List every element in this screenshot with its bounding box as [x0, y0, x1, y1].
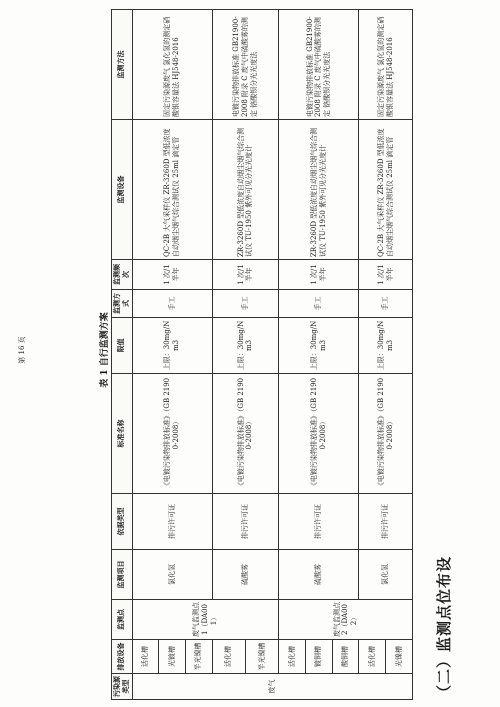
facility-cell: 光镀槽 — [159, 640, 186, 674]
header-limit: 限值 — [112, 318, 133, 374]
facility-cell: 活化槽 — [279, 640, 306, 674]
table-caption: 表 1 自行监测方案 — [100, 312, 110, 388]
monitoring-point-cell: 废气监测点 1（DA001） — [132, 600, 279, 640]
standard-name-cell: 《电镀污染物排放标准》（GB 21900-2008） — [359, 374, 413, 494]
monitoring-equipment-cell: ZR-3260D 型低浓度自动烟尘烟气综合测试仪 TU-1950 紫外可见分光光度计 — [279, 120, 359, 260]
basis-type-cell: 排污许可证 — [279, 494, 359, 550]
monitoring-mode-cell: 手工 — [132, 290, 212, 318]
monitoring-item-cell: 氯化氢 — [359, 550, 413, 600]
standard-name-cell: 《电镀污染物排放标准》（GB 21900-2008） — [132, 374, 212, 494]
limit-cell: 上限：30mg/Nm3 — [359, 318, 413, 374]
facility-cell: 半光镍槽 — [185, 640, 212, 674]
monitoring-item-cell: 硫酸雾 — [212, 550, 279, 600]
table-header-row — [112, 10, 133, 700]
monitoring-mode-cell: 手工 — [279, 290, 359, 318]
monitoring-point-cell: 废气监测点 2（DA002） — [279, 600, 413, 640]
page-number: 第 16 页 — [18, 336, 26, 364]
monitoring-frequency-cell: 1 次/1 半年 — [212, 260, 279, 290]
facility-cell: 活化槽 — [212, 640, 245, 674]
monitoring-item-cell: 氯化氢 — [132, 550, 212, 600]
header-monitoring-item: 监测项目 — [112, 550, 133, 600]
header-monitoring-frequency: 监测频次 — [112, 260, 133, 290]
monitoring-mode-cell: 手工 — [359, 290, 413, 318]
monitoring-equipment-cell: ZR-3260D 型低浓度自动烟尘烟气综合测试仪 TU-1950 紫外可见分光光度计 — [212, 120, 279, 260]
monitoring-mode-cell: 手工 — [212, 290, 279, 318]
basis-type-cell: 排污许可证 — [359, 494, 413, 550]
standard-name-cell: 《电镀污染物排放标准》（GB 21900-2008） — [212, 374, 279, 494]
rotated-content — [15, 0, 475, 700]
monitoring-method-cell: 电镀污染物排放标准 GB21900-2008 附录 C 废气中硫酸雾的测定 铬酸钡分光光度法 — [279, 10, 359, 120]
limit-cell: 上限：30mg/Nm3 — [279, 318, 359, 374]
facility-cell: 活化槽 — [359, 640, 386, 674]
monitoring-equipment-cell: QC-2B 大气采样仪 ZR-3260D 型低浓度自动烟尘烟气综合测试仪 25ml 滴定管 — [132, 120, 212, 260]
facility-cell: 光镍槽 — [386, 640, 413, 674]
monitoring-frequency-cell: 1 次/1 半年 — [359, 260, 413, 290]
monitoring-frequency-cell: 1 次/1 半年 — [279, 260, 359, 290]
header-monitoring-point: 监测点 — [112, 600, 133, 640]
standard-name-cell: 《电镀污染物排放标准》（GB 21900-2008） — [279, 374, 359, 494]
pollutant-type-cell: 废气 — [132, 674, 413, 700]
header-monitoring-mode: 监测方式 — [112, 290, 133, 318]
section-title: （二）监测点位布设 — [435, 555, 453, 700]
facility-cell: 活化槽 — [132, 640, 159, 674]
monitoring-method-cell: 固定污染源废气 氯化氢的测定硝酸银容量法 HJ548-2016 — [359, 10, 413, 120]
facility-cell: 镀铜槽 — [306, 640, 333, 674]
limit-cell: 上限：30mg/Nm3 — [212, 318, 279, 374]
header-monitoring-equipment: 监测设备 — [112, 120, 133, 260]
table-row — [359, 10, 386, 700]
monitoring-frequency-cell: 1 次/1 半年 — [132, 260, 212, 290]
monitoring-method-cell: 固定污染源废气 氯化氢的测定硝酸银容量法 HJ548-2016 — [132, 10, 212, 120]
table-row — [279, 10, 306, 700]
header-discharge-facility: 排放设备 — [112, 640, 133, 674]
header-standard-name: 标准名称 — [112, 374, 133, 494]
table-row — [132, 10, 159, 700]
basis-type-cell: 排污许可证 — [132, 494, 212, 550]
monitoring-item-cell: 硫酸雾 — [279, 550, 359, 600]
monitoring-equipment-cell: QC-2B 大气采样仪 ZR-3260D 型低浓度自动烟尘烟气综合测试仪 25ml 滴定管 — [359, 120, 413, 260]
limit-cell: 上限：30mg/Nm3 — [132, 318, 212, 374]
basis-type-cell: 排污许可证 — [212, 494, 279, 550]
header-basis-type: 依据类型 — [112, 494, 133, 550]
facility-cell: 半光镍槽 — [245, 640, 278, 674]
header-pollutant-type: 污染源类型 — [112, 674, 133, 700]
header-monitoring-method: 监测方法 — [112, 10, 133, 120]
table-row — [212, 10, 245, 700]
facility-cell: 酸铜槽 — [332, 640, 359, 674]
monitoring-plan-table — [111, 9, 413, 700]
monitoring-method-cell: 电镀污染物排放标准 GB21900-2008 附录 C 废气中硫酸雾的测定 铬酸钡分光光度法 — [212, 10, 279, 120]
